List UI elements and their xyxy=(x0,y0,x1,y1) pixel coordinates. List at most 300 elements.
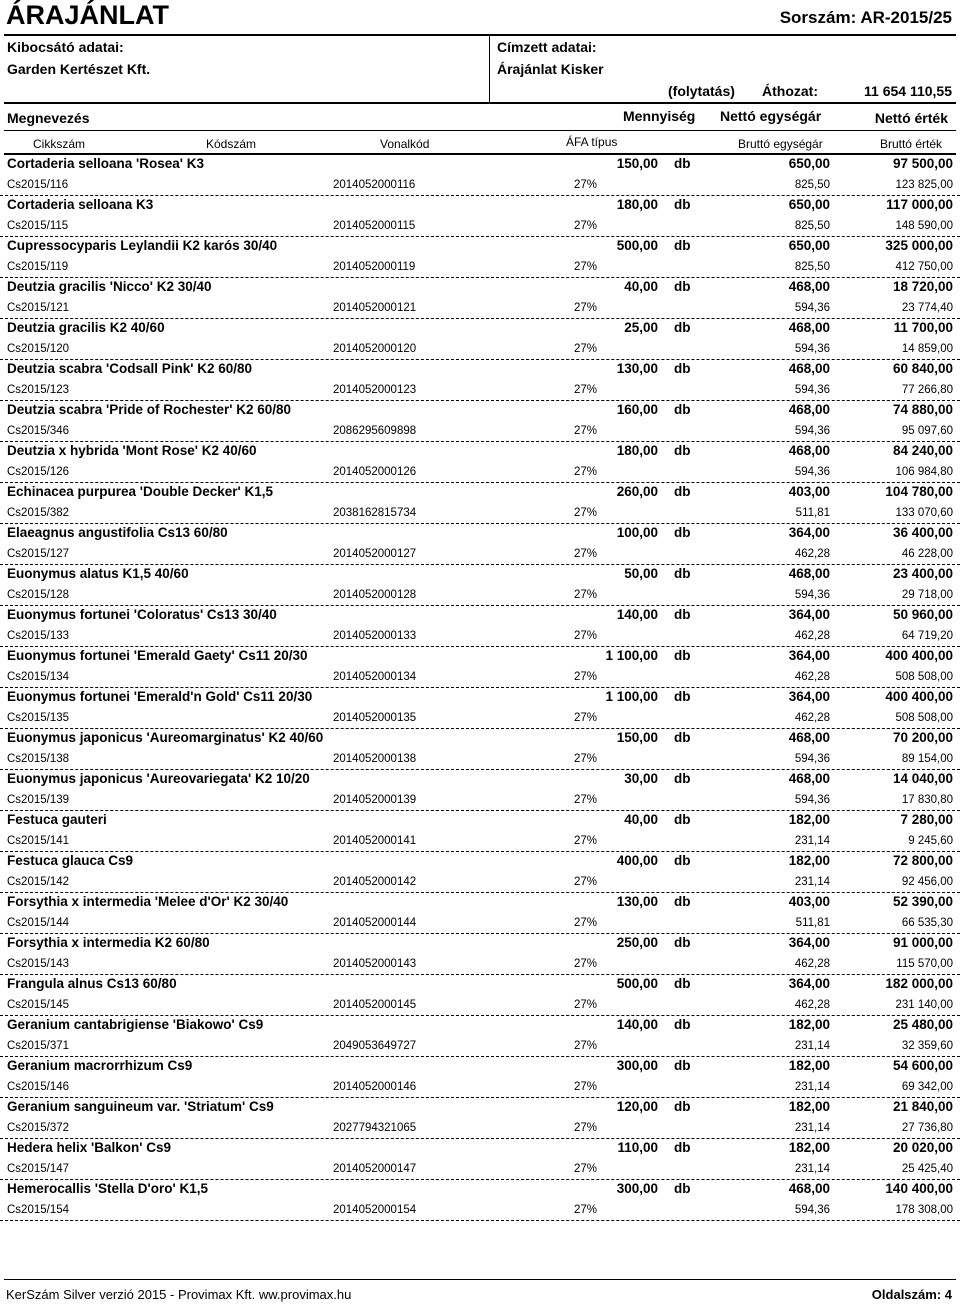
item-net-unit-price: 468,00 xyxy=(788,443,830,458)
item-code: Cs2015/135 xyxy=(7,712,70,724)
recipient-label: Címzett adatai: xyxy=(497,39,597,55)
item-net-value: 60 840,00 xyxy=(892,361,953,376)
item-unit: db xyxy=(674,894,691,909)
item-barcode: 2014052000126 xyxy=(333,466,417,478)
item-vat: 27% xyxy=(574,671,598,683)
item-net-unit-price: 468,00 xyxy=(788,402,830,417)
item-net-unit-price: 364,00 xyxy=(788,525,830,540)
item-net-value: 54 600,00 xyxy=(892,1058,953,1073)
item-net-value: 84 240,00 xyxy=(892,443,953,458)
item-code: Cs2015/371 xyxy=(7,1040,70,1052)
item-code: Cs2015/139 xyxy=(7,794,70,806)
item-barcode: 2014052000128 xyxy=(333,589,417,601)
item-gross-unit-price: 231,14 xyxy=(794,835,830,847)
item-barcode: 2014052000147 xyxy=(333,1163,417,1175)
item-unit: db xyxy=(674,238,691,253)
item-gross-value: 508 508,00 xyxy=(895,671,953,683)
item-gross-unit-price: 462,28 xyxy=(794,630,830,642)
item-name: Deutzia scabra 'Pride of Rochester' K2 60/80 xyxy=(7,402,292,417)
table-row xyxy=(0,319,960,360)
table-row xyxy=(0,442,960,483)
item-gross-unit-price: 594,36 xyxy=(794,466,830,478)
item-gross-value: 66 535,30 xyxy=(901,917,953,929)
item-code: Cs2015/115 xyxy=(7,220,69,232)
item-vat: 27% xyxy=(574,220,598,232)
item-vat: 27% xyxy=(574,958,598,970)
item-gross-unit-price: 462,28 xyxy=(794,999,830,1011)
item-vat: 27% xyxy=(574,753,598,765)
col-item-code: Cikkszám xyxy=(33,137,86,151)
table-row xyxy=(0,237,960,278)
item-net-value: 7 280,00 xyxy=(900,812,953,827)
item-quantity: 25,00 xyxy=(624,320,658,335)
footer-software: KerSzám Silver verzió 2015 - Provimax Kft. ww.provimax.hu xyxy=(6,1287,352,1302)
col-code: Kódszám xyxy=(206,137,257,151)
item-unit: db xyxy=(674,566,691,581)
item-name: Frangula alnus Cs13 60/80 xyxy=(7,976,177,991)
item-barcode: 2014052000135 xyxy=(333,712,417,724)
item-unit: db xyxy=(674,1181,691,1196)
item-net-unit-price: 468,00 xyxy=(788,730,830,745)
item-barcode: 2027794321065 xyxy=(333,1122,417,1134)
footer-page-number: Oldalszám: 4 xyxy=(871,1287,952,1302)
item-quantity: 1 100,00 xyxy=(605,648,658,663)
item-name: Euonymus japonicus 'Aureovariegata' K2 10/20 xyxy=(7,771,310,786)
item-quantity: 300,00 xyxy=(616,1181,658,1196)
item-quantity: 400,00 xyxy=(616,853,658,868)
item-gross-value: 29 718,00 xyxy=(901,589,953,601)
item-gross-unit-price: 594,36 xyxy=(794,343,830,355)
item-net-unit-price: 650,00 xyxy=(788,197,830,212)
item-net-value: 140 400,00 xyxy=(885,1181,953,1196)
item-gross-value: 106 984,80 xyxy=(895,466,953,478)
item-name: Deutzia gracilis 'Nicco' K2 30/40 xyxy=(7,279,212,294)
item-unit: db xyxy=(674,443,691,458)
continued-label: (folytatás) xyxy=(668,83,735,99)
item-gross-value: 25 425,40 xyxy=(901,1163,953,1175)
item-net-unit-price: 182,00 xyxy=(788,1058,830,1073)
table-row xyxy=(0,1016,960,1057)
item-barcode: 2014052000121 xyxy=(333,302,417,314)
item-quantity: 140,00 xyxy=(616,1017,658,1032)
serial-number: Sorszám: AR-2015/25 xyxy=(779,8,952,27)
item-name: Geranium macrorrhizum Cs9 xyxy=(7,1058,193,1073)
item-gross-value: 508 508,00 xyxy=(895,712,953,724)
item-barcode: 2014052000154 xyxy=(333,1204,417,1216)
item-vat: 27% xyxy=(574,1040,598,1052)
col-net-unit-price: Nettó egységár xyxy=(720,108,822,124)
item-barcode: 2014052000120 xyxy=(333,343,417,355)
item-barcode: 2014052000116 xyxy=(333,179,416,191)
item-gross-value: 9 245,60 xyxy=(908,835,953,847)
item-vat: 27% xyxy=(574,876,598,888)
item-gross-unit-price: 511,81 xyxy=(795,507,830,519)
carried-forward-value: 11 654 110,55 xyxy=(864,83,952,99)
item-net-value: 11 700,00 xyxy=(893,320,953,335)
table-row xyxy=(0,1057,960,1098)
item-unit: db xyxy=(674,935,691,950)
item-net-value: 97 500,00 xyxy=(892,156,953,171)
item-name: Geranium cantabrigiense 'Biakowo' Cs9 xyxy=(7,1017,264,1032)
item-unit: db xyxy=(674,1058,691,1073)
item-barcode: 2014052000134 xyxy=(333,671,417,683)
item-quantity: 150,00 xyxy=(616,156,658,171)
item-gross-unit-price: 231,14 xyxy=(794,1081,830,1093)
item-vat: 27% xyxy=(574,466,598,478)
col-net-value: Nettó érték xyxy=(874,110,948,126)
item-net-unit-price: 468,00 xyxy=(788,320,830,335)
item-code: Cs2015/116 xyxy=(7,179,69,191)
item-gross-unit-price: 594,36 xyxy=(794,1204,830,1216)
item-net-unit-price: 364,00 xyxy=(788,648,830,663)
header-divider xyxy=(489,36,490,102)
table-row xyxy=(0,811,960,852)
item-code: Cs2015/154 xyxy=(7,1204,70,1216)
item-gross-value: 231 140,00 xyxy=(895,999,953,1011)
col-vat-type: ÁFA típus xyxy=(566,135,618,149)
item-code: Cs2015/119 xyxy=(7,261,69,273)
item-unit: db xyxy=(674,689,691,704)
item-vat: 27% xyxy=(574,835,598,847)
item-code: Cs2015/147 xyxy=(7,1163,70,1175)
item-name: Forsythia x intermedia 'Melee d'Or' K2 30/40 xyxy=(7,894,289,909)
item-vat: 27% xyxy=(574,507,598,519)
table-row xyxy=(0,155,960,196)
col-gross-value: Bruttó érték xyxy=(879,137,942,151)
item-name: Elaeagnus angustifolia Cs13 60/80 xyxy=(7,525,228,540)
item-code: Cs2015/143 xyxy=(7,958,70,970)
item-gross-unit-price: 462,28 xyxy=(794,712,830,724)
item-name: Deutzia gracilis K2 40/60 xyxy=(7,320,165,335)
item-code: Cs2015/121 xyxy=(7,302,70,314)
item-list xyxy=(0,155,960,1221)
issuer-label: Kibocsátó adatai: xyxy=(7,39,124,55)
item-net-unit-price: 468,00 xyxy=(788,279,830,294)
item-gross-unit-price: 511,81 xyxy=(795,917,830,929)
item-barcode: 2014052000115 xyxy=(333,220,416,232)
table-row xyxy=(0,729,960,770)
item-code: Cs2015/127 xyxy=(7,548,70,560)
item-net-value: 182 000,00 xyxy=(885,976,953,991)
item-net-unit-price: 364,00 xyxy=(788,607,830,622)
item-unit: db xyxy=(674,197,691,212)
item-name: Euonymus fortunei 'Emerald'n Gold' Cs11 20/30 xyxy=(7,689,313,704)
item-barcode: 2014052000143 xyxy=(333,958,417,970)
item-gross-value: 14 859,00 xyxy=(901,343,953,355)
item-name: Euonymus japonicus 'Aureomarginatus' K2 40/60 xyxy=(7,730,324,745)
item-name: Hedera helix 'Balkon' Cs9 xyxy=(7,1140,171,1155)
item-net-value: 400 400,00 xyxy=(885,689,953,704)
item-gross-value: 64 719,20 xyxy=(901,630,953,642)
item-gross-unit-price: 462,28 xyxy=(794,958,830,970)
item-gross-value: 77 266,80 xyxy=(901,384,953,396)
item-code: Cs2015/128 xyxy=(7,589,70,601)
item-quantity: 180,00 xyxy=(616,197,658,212)
item-quantity: 40,00 xyxy=(624,279,658,294)
table-row xyxy=(0,1139,960,1180)
item-quantity: 300,00 xyxy=(616,1058,658,1073)
item-gross-unit-price: 825,50 xyxy=(794,261,830,273)
item-net-unit-price: 182,00 xyxy=(788,853,830,868)
item-net-value: 52 390,00 xyxy=(892,894,953,909)
item-vat: 27% xyxy=(574,1204,598,1216)
item-barcode: 2014052000146 xyxy=(333,1081,417,1093)
item-barcode: 2038162815734 xyxy=(333,507,417,519)
item-net-value: 20 020,00 xyxy=(892,1140,953,1155)
item-unit: db xyxy=(674,1017,691,1032)
item-gross-unit-price: 594,36 xyxy=(794,753,830,765)
item-vat: 27% xyxy=(574,917,598,929)
item-quantity: 50,00 xyxy=(624,566,658,581)
item-barcode: 2014052000133 xyxy=(333,630,417,642)
item-quantity: 100,00 xyxy=(616,525,658,540)
item-unit: db xyxy=(674,771,691,786)
item-vat: 27% xyxy=(574,999,598,1011)
item-quantity: 130,00 xyxy=(616,894,658,909)
item-vat: 27% xyxy=(574,1122,598,1134)
item-net-unit-price: 468,00 xyxy=(788,566,830,581)
item-code: Cs2015/133 xyxy=(7,630,70,642)
item-name: Cupressocyparis Leylandii K2 karós 30/40 xyxy=(7,238,278,253)
table-row xyxy=(0,606,960,647)
item-quantity: 500,00 xyxy=(616,238,658,253)
item-barcode: 2049053649727 xyxy=(333,1040,417,1052)
item-unit: db xyxy=(674,402,691,417)
item-net-unit-price: 182,00 xyxy=(788,1099,830,1114)
item-quantity: 130,00 xyxy=(616,361,658,376)
item-gross-value: 95 097,60 xyxy=(901,425,953,437)
item-quantity: 1 100,00 xyxy=(605,689,658,704)
item-net-value: 72 800,00 xyxy=(892,853,953,868)
item-gross-unit-price: 231,14 xyxy=(794,876,830,888)
item-gross-unit-price: 825,50 xyxy=(794,220,830,232)
item-quantity: 120,00 xyxy=(616,1099,658,1114)
col-barcode: Vonalkód xyxy=(380,137,430,151)
item-code: Cs2015/382 xyxy=(7,507,70,519)
item-name: Forsythia x intermedia K2 60/80 xyxy=(7,935,210,950)
item-net-unit-price: 364,00 xyxy=(788,976,830,991)
item-name: Cortaderia selloana K3 xyxy=(7,197,154,212)
item-net-value: 104 780,00 xyxy=(885,484,953,499)
item-vat: 27% xyxy=(574,302,598,314)
item-barcode: 2014052000144 xyxy=(333,917,417,929)
item-code: Cs2015/144 xyxy=(7,917,70,929)
col-name: Megnevezés xyxy=(7,110,90,126)
item-gross-value: 17 830,80 xyxy=(901,794,953,806)
item-quantity: 110,00 xyxy=(617,1140,658,1155)
table-row xyxy=(0,278,960,319)
item-net-value: 70 200,00 xyxy=(892,730,953,745)
item-vat: 27% xyxy=(574,548,598,560)
item-barcode: 2014052000145 xyxy=(333,999,417,1011)
item-gross-value: 148 590,00 xyxy=(895,220,953,232)
item-name: Geranium sanguineum var. 'Striatum' Cs9 xyxy=(7,1099,274,1114)
item-net-value: 21 840,00 xyxy=(892,1099,953,1114)
table-row xyxy=(0,360,960,401)
item-net-value: 91 000,00 xyxy=(892,935,953,950)
table-row xyxy=(0,770,960,811)
table-row xyxy=(0,647,960,688)
item-net-value: 325 000,00 xyxy=(885,238,953,253)
item-net-unit-price: 468,00 xyxy=(788,361,830,376)
item-quantity: 140,00 xyxy=(616,607,658,622)
item-unit: db xyxy=(674,730,691,745)
item-vat: 27% xyxy=(574,261,598,273)
item-name: Deutzia scabra 'Codsall Pink' K2 60/80 xyxy=(7,361,253,376)
item-quantity: 500,00 xyxy=(616,976,658,991)
item-net-value: 14 040,00 xyxy=(892,771,953,786)
item-net-value: 25 480,00 xyxy=(892,1017,953,1032)
item-net-value: 400 400,00 xyxy=(885,648,953,663)
item-name: Festuca gauteri xyxy=(7,812,107,827)
item-code: Cs2015/134 xyxy=(7,671,70,683)
item-name: Echinacea purpurea 'Double Decker' K1,5 xyxy=(7,484,274,499)
item-net-unit-price: 403,00 xyxy=(788,484,830,499)
item-name: Festuca glauca Cs9 xyxy=(7,853,134,868)
item-barcode: 2014052000119 xyxy=(333,261,416,273)
item-code: Cs2015/146 xyxy=(7,1081,70,1093)
item-vat: 27% xyxy=(574,425,598,437)
table-row xyxy=(0,196,960,237)
item-gross-unit-price: 462,28 xyxy=(794,548,830,560)
item-net-unit-price: 182,00 xyxy=(788,1140,830,1155)
item-gross-value: 92 456,00 xyxy=(901,876,953,888)
item-net-unit-price: 468,00 xyxy=(788,771,830,786)
item-unit: db xyxy=(674,607,691,622)
item-net-unit-price: 650,00 xyxy=(788,156,830,171)
table-row xyxy=(0,852,960,893)
item-unit: db xyxy=(674,1099,691,1114)
item-gross-unit-price: 594,36 xyxy=(794,425,830,437)
item-barcode: 2014052000123 xyxy=(333,384,417,396)
header-rule-top xyxy=(4,34,956,36)
item-unit: db xyxy=(674,976,691,991)
item-net-value: 50 960,00 xyxy=(892,607,953,622)
item-gross-value: 133 070,60 xyxy=(895,507,953,519)
item-net-value: 117 000,00 xyxy=(886,197,953,212)
table-row xyxy=(0,524,960,565)
header-rule-mid xyxy=(4,102,956,104)
item-code: Cs2015/145 xyxy=(7,999,70,1011)
item-net-value: 74 880,00 xyxy=(892,402,953,417)
table-row xyxy=(0,1098,960,1139)
item-gross-unit-price: 594,36 xyxy=(794,384,830,396)
item-vat: 27% xyxy=(574,384,598,396)
item-gross-unit-price: 462,28 xyxy=(794,671,830,683)
item-gross-unit-price: 231,14 xyxy=(794,1163,830,1175)
item-barcode: 2014052000141 xyxy=(333,835,417,847)
item-quantity: 150,00 xyxy=(616,730,658,745)
col-quantity: Mennyiség xyxy=(623,108,696,124)
table-row xyxy=(0,401,960,442)
footer-rule xyxy=(4,1279,956,1280)
item-net-value: 18 720,00 xyxy=(892,279,953,294)
item-name: Euonymus alatus K1,5 40/60 xyxy=(7,566,189,581)
header-rule-sub xyxy=(4,130,956,131)
item-gross-value: 115 570,00 xyxy=(896,958,953,970)
item-net-unit-price: 468,00 xyxy=(788,1181,830,1196)
item-gross-unit-price: 594,36 xyxy=(794,589,830,601)
item-name: Cortaderia selloana 'Rosea' K3 xyxy=(7,156,204,171)
item-barcode: 2086295609898 xyxy=(333,425,417,437)
item-name: Euonymus fortunei 'Emerald Gaety' Cs11 20/30 xyxy=(7,648,308,663)
recipient-name: Árajánlat Kisker xyxy=(497,61,604,77)
item-net-value: 36 400,00 xyxy=(892,525,953,540)
item-net-unit-price: 182,00 xyxy=(788,812,830,827)
issuer-name: Garden Kertészet Kft. xyxy=(7,61,151,77)
item-gross-value: 32 359,60 xyxy=(901,1040,953,1052)
item-vat: 27% xyxy=(574,794,598,806)
item-gross-value: 23 774,40 xyxy=(901,302,953,314)
table-row xyxy=(0,975,960,1016)
item-gross-unit-price: 594,36 xyxy=(794,794,830,806)
item-unit: db xyxy=(674,812,691,827)
item-gross-value: 27 736,80 xyxy=(901,1122,953,1134)
item-vat: 27% xyxy=(574,179,598,191)
item-vat: 27% xyxy=(574,589,598,601)
item-gross-value: 46 228,00 xyxy=(901,548,953,560)
item-quantity: 40,00 xyxy=(624,812,658,827)
item-vat: 27% xyxy=(574,1163,598,1175)
item-quantity: 180,00 xyxy=(616,443,658,458)
item-vat: 27% xyxy=(574,630,598,642)
item-unit: db xyxy=(674,156,691,171)
item-vat: 27% xyxy=(574,343,598,355)
item-gross-unit-price: 231,14 xyxy=(794,1040,830,1052)
item-gross-value: 89 154,00 xyxy=(901,753,953,765)
item-name: Euonymus fortunei 'Coloratus' Cs13 30/40 xyxy=(7,607,277,622)
item-unit: db xyxy=(674,525,691,540)
table-row xyxy=(0,893,960,934)
item-gross-value: 412 750,00 xyxy=(895,261,953,273)
item-gross-value: 178 308,00 xyxy=(895,1204,953,1216)
item-quantity: 30,00 xyxy=(624,771,658,786)
item-name: Deutzia x hybrida 'Mont Rose' K2 40/60 xyxy=(7,443,257,458)
item-unit: db xyxy=(674,484,691,499)
item-barcode: 2014052000142 xyxy=(333,876,417,888)
item-gross-value: 123 825,00 xyxy=(895,179,953,191)
table-row xyxy=(0,688,960,729)
item-unit: db xyxy=(674,648,691,663)
item-gross-unit-price: 594,36 xyxy=(794,302,830,314)
col-gross-unit-price: Bruttó egységár xyxy=(738,137,823,151)
item-code: Cs2015/138 xyxy=(7,753,70,765)
item-code: Cs2015/142 xyxy=(7,876,70,888)
item-unit: db xyxy=(674,1140,691,1155)
item-code: Cs2015/346 xyxy=(7,425,70,437)
table-row xyxy=(0,934,960,975)
item-vat: 27% xyxy=(574,1081,598,1093)
item-quantity: 160,00 xyxy=(616,402,658,417)
item-code: Cs2015/141 xyxy=(7,835,70,847)
table-row xyxy=(0,565,960,606)
item-code: Cs2015/123 xyxy=(7,384,70,396)
item-net-unit-price: 403,00 xyxy=(788,894,830,909)
item-barcode: 2014052000127 xyxy=(333,548,417,560)
item-net-unit-price: 364,00 xyxy=(788,935,830,950)
item-barcode: 2014052000138 xyxy=(333,753,417,765)
item-quantity: 260,00 xyxy=(616,484,658,499)
item-barcode: 2014052000139 xyxy=(333,794,417,806)
item-name: Hemerocallis 'Stella D'oro' K1,5 xyxy=(7,1181,208,1196)
item-net-value: 23 400,00 xyxy=(892,566,953,581)
document-title: ÁRAJÁNLAT xyxy=(6,0,169,30)
table-row xyxy=(0,483,960,524)
table-row xyxy=(0,1180,960,1221)
item-quantity: 250,00 xyxy=(616,935,658,950)
item-gross-unit-price: 825,50 xyxy=(794,179,830,191)
item-unit: db xyxy=(674,320,691,335)
